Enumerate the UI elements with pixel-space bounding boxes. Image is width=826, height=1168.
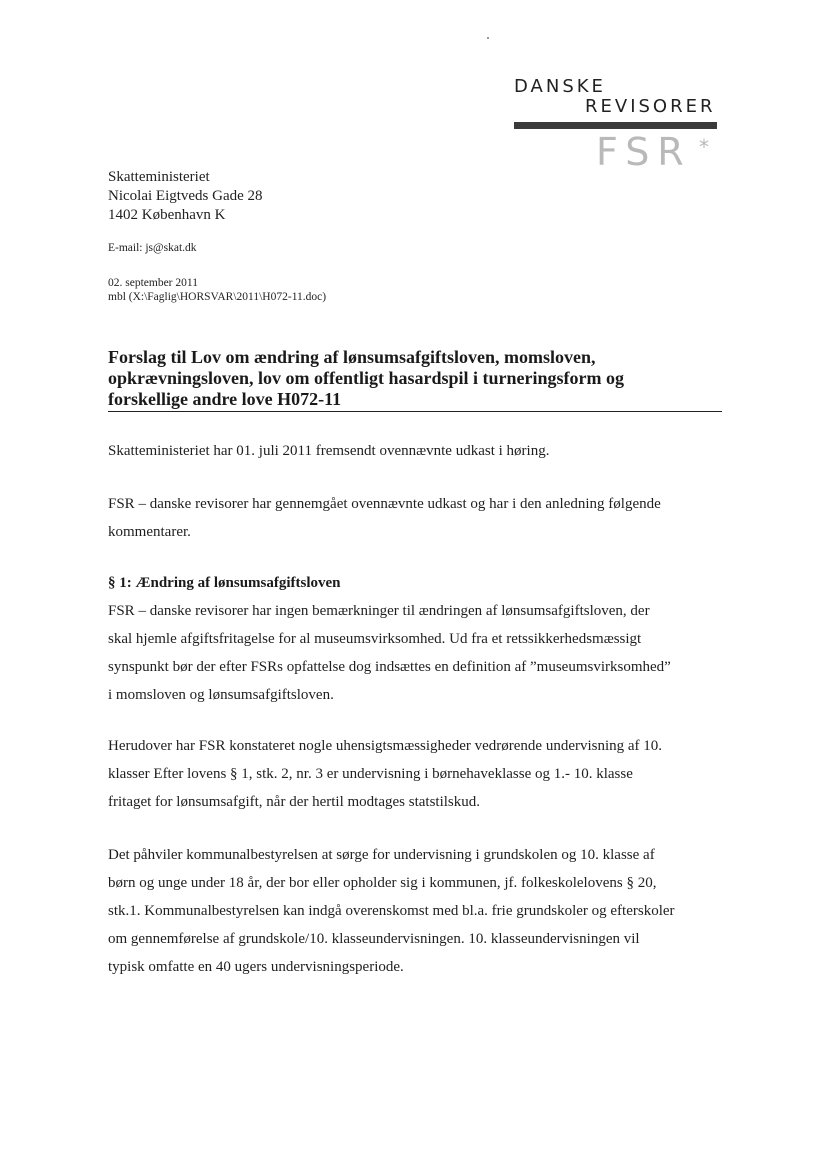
section-paragraph: [108, 841, 728, 981]
title-line: forskellige andre love H072-11: [108, 389, 342, 409]
fsr-logo-mark: FSR: [596, 130, 692, 174]
paragraph-line: Herudover har FSR konstateret nogle uhensigtsmæssigheder vedrørende undervisning af 10.: [108, 738, 663, 754]
paragraph-line: kommentarer.: [108, 524, 191, 540]
section-heading: § 1: Ændring af lønsumsafgiftsloven: [108, 575, 341, 591]
paragraph-line: om gennemførelse af grundskole/10. klasseundervisningen. 10. klasseundervisningen vil: [108, 931, 640, 947]
paragraph-line: skal hjemle afgiftsfritagelse for al museumsvirksomhed. Ud fra et retssikkerhedsmæssigt: [108, 631, 642, 647]
section-paragraph: [108, 597, 728, 709]
recipient-city: 1402 København K: [108, 207, 226, 223]
paragraph-line: FSR – danske revisorer har gennemgået ovennævnte udkast og har i den anledning følgende: [108, 496, 661, 512]
paragraph-line: fritaget for lønsumsafgift, når der hertil modtages statstilskud.: [108, 794, 480, 810]
logo-text-danske: DANSKE: [514, 76, 606, 97]
recipient-street: Nicolai Eigtveds Gade 28: [108, 188, 263, 204]
logo-bar: [514, 122, 717, 129]
letter-title: [108, 347, 720, 410]
paragraph-line: i momsloven og lønsumsafgiftsloven.: [108, 687, 334, 703]
paragraph-line: stk.1. Kommunalbestyrelsen kan indgå overenskomst med bl.a. frie grundskoler og efterskoler: [108, 903, 675, 919]
letter-date: 02. september 2011: [108, 277, 198, 289]
section-paragraph: [108, 732, 728, 816]
paragraph-line: Skatteministeriet har 01. juli 2011 fremsendt ovennævnte udkast i høring.: [108, 443, 550, 459]
paragraph-line: typisk omfatte en 40 ugers undervisningsperiode.: [108, 959, 404, 975]
paragraph-line: Det påhviler kommunalbestyrelsen at sørge for undervisning i grundskolen og 10. klasse af: [108, 847, 655, 863]
paragraph-line: børn og unge under 18 år, der bor eller opholder sig i kommunen, jf. folkeskolelovens § 20,: [108, 875, 657, 891]
title-underline: [108, 411, 722, 412]
recipient-name: Skatteministeriet: [108, 169, 210, 185]
paragraph-line: FSR – danske revisorer har ingen bemærkninger til ændringen af lønsumsafgiftsloven, der: [108, 603, 650, 619]
file-reference: mbl (X:\Faglig\HORSVAR\2011\H072-11.doc): [108, 291, 327, 303]
title-line: opkrævningsloven, lov om offentligt hasardspil i turneringsform og: [108, 368, 625, 388]
logo-star-icon: *: [699, 135, 709, 159]
logo-text-revisorer: REVISORER: [585, 96, 716, 117]
paragraph-line: synspunkt bør der efter FSRs opfattelse dog indsættes en definition af ”museumsvirksomhed”: [108, 659, 671, 675]
recipient-email: E-mail: js@skat.dk: [108, 242, 197, 254]
scan-speck: [487, 37, 489, 39]
paragraph-line: klasser Efter lovens § 1, stk. 2, nr. 3 er undervisning i børnehaveklasse og 1.- 10. klasse: [108, 766, 633, 782]
intro-paragraph: [108, 437, 728, 465]
title-line: Forslag til Lov om ændring af lønsumsafgiftsloven, momsloven,: [108, 347, 596, 367]
intro-paragraph: [108, 490, 728, 546]
